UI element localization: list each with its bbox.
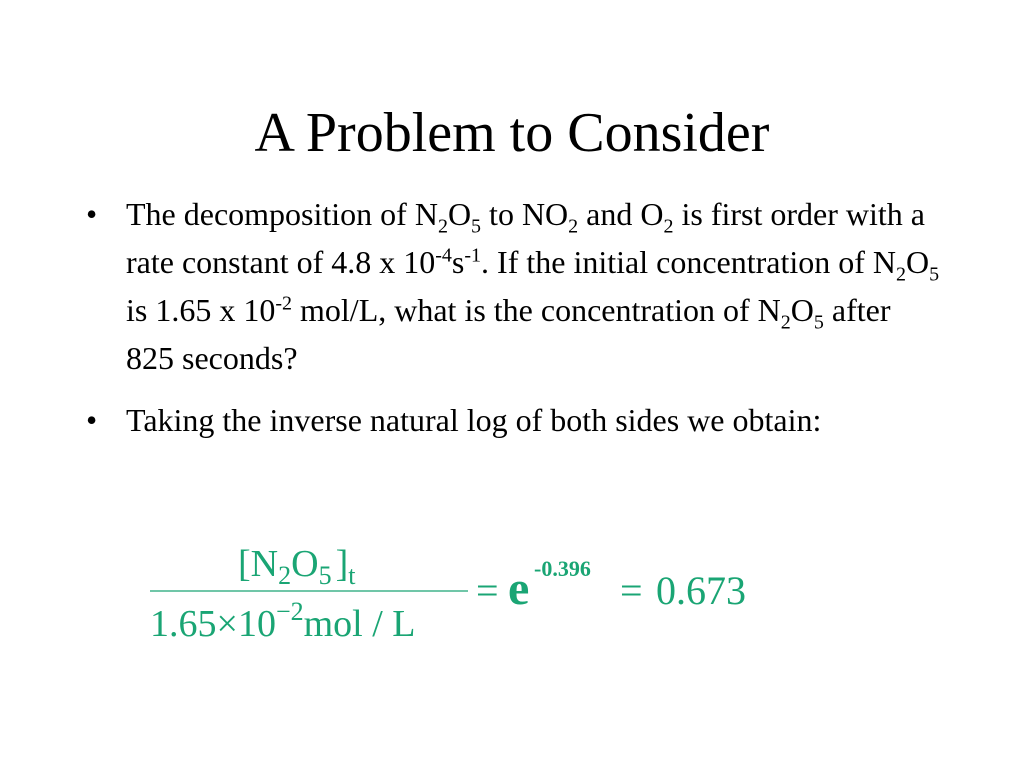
bullet-list: [80, 190, 940, 458]
slide-title: A Problem to Consider: [254, 102, 770, 164]
equals-sign-2: =: [620, 568, 643, 613]
bullet-item-inverse-log: [80, 396, 940, 444]
result-value: 0.673: [656, 568, 746, 613]
bullet-text-problem: The decomposition of $N_2O_5$ to $NO_2$ and $O_2$ is first order with a rate constant of 4.8 x $10^{-4}s^{-1}$. If the initial concentration of $N_2O_5$ is 1.65 x $10^{-2}$ mol/L, what is the concentration of $N_2O_5$ after 825 seconds?: [126, 196, 940, 376]
bullet-item-problem: [80, 190, 940, 382]
bullet-dot-icon: •: [86, 196, 98, 232]
equation-graphic: [150, 540, 790, 650]
e-exponent: -0.396: [534, 556, 591, 581]
e-base: e: [508, 562, 530, 615]
equation-ink: [150, 543, 746, 645]
denominator: $1.65\times 10^{-2}mol / L$: [150, 597, 416, 645]
equation: [150, 540, 790, 650]
bullet-text-inverse-log: Taking the inverse natural log of both sides we obtain:: [126, 402, 822, 438]
numerator: [$N_2O_5$ ]$_t$: [238, 543, 356, 590]
equals-sign-1: =: [476, 568, 499, 613]
bullet-dot-icon: •: [86, 402, 98, 438]
